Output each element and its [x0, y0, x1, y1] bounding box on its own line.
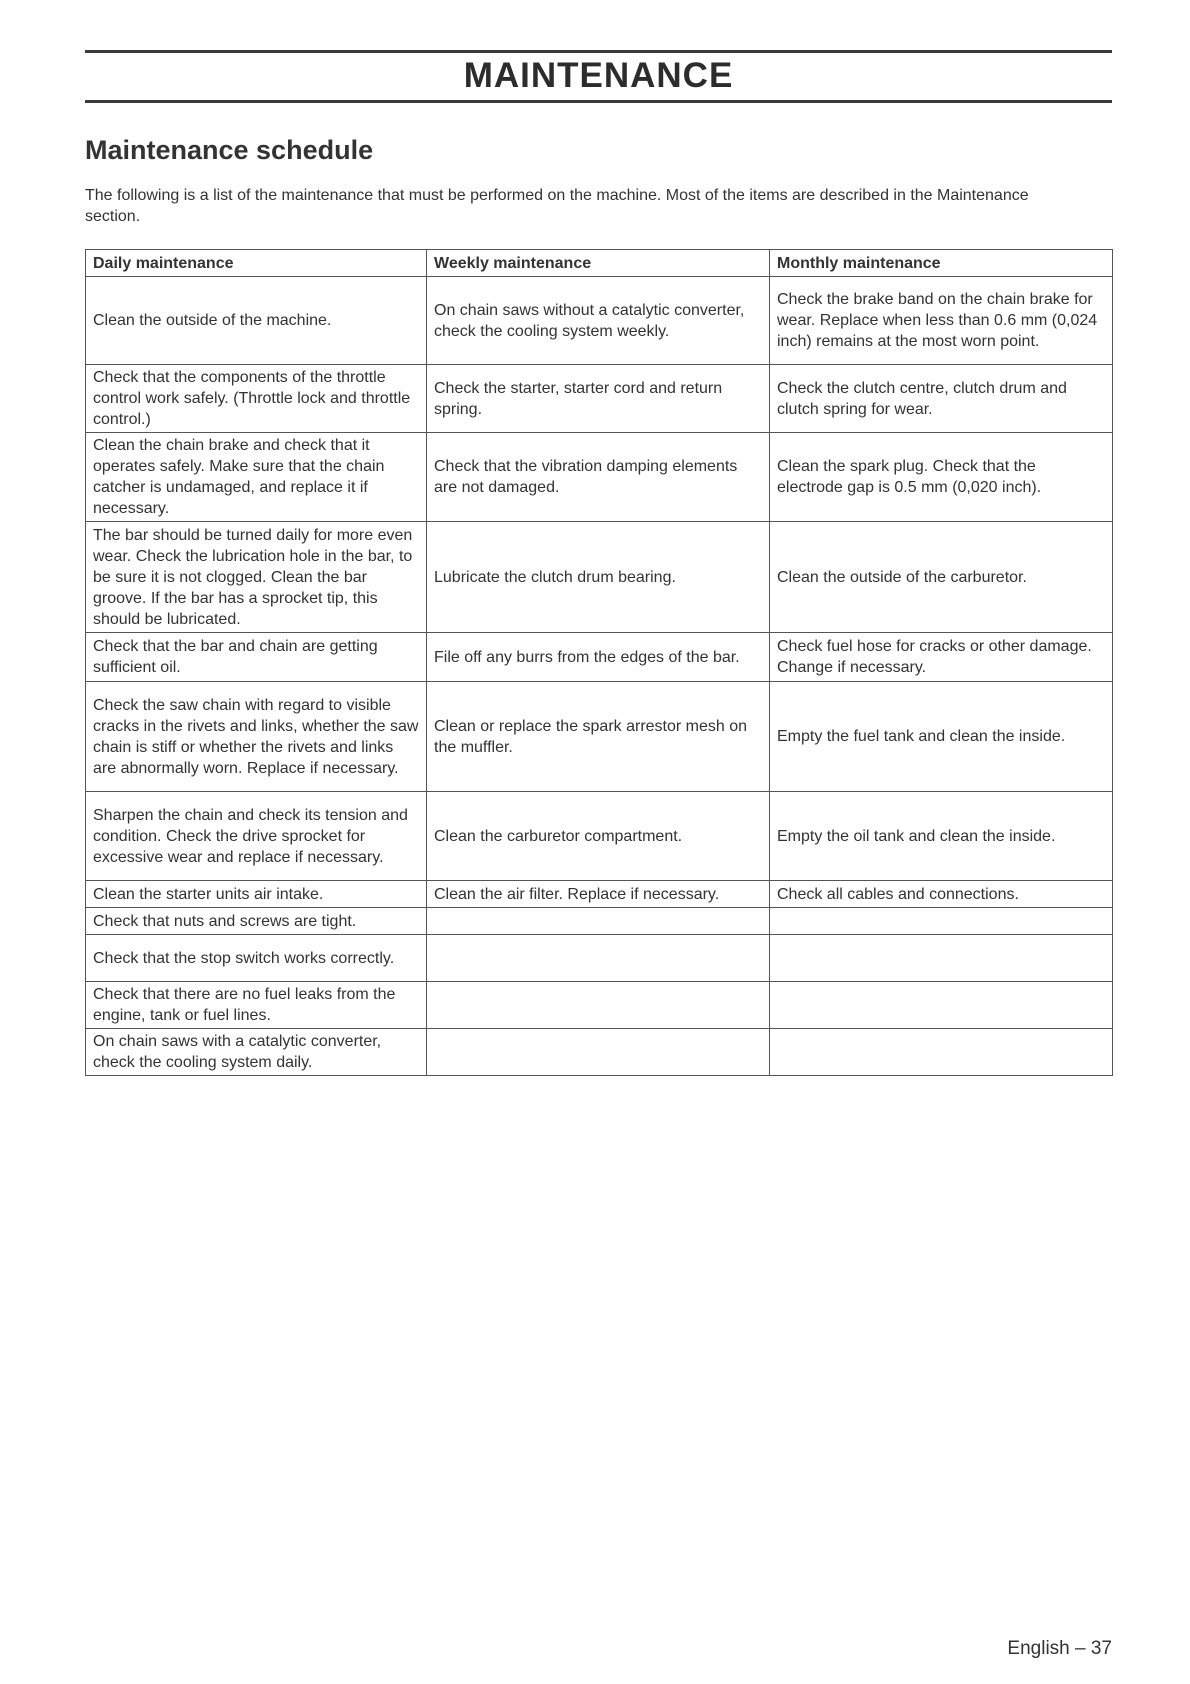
table-row: [86, 682, 1113, 792]
weekly-cell: File off any burrs from the edges of the bar.: [427, 633, 770, 682]
table-row: [86, 277, 1113, 365]
table-row: [86, 1029, 1113, 1076]
daily-cell: Clean the starter units air intake.: [86, 881, 427, 908]
table-row: [86, 365, 1113, 433]
monthly-cell: [770, 908, 1113, 935]
weekly-cell: Check that the vibration damping elements are not damaged.: [427, 433, 770, 522]
monthly-cell: Empty the oil tank and clean the inside.: [770, 792, 1113, 881]
weekly-cell: Clean the carburetor compartment.: [427, 792, 770, 881]
column-header-daily: Daily maintenance: [86, 250, 427, 277]
daily-cell: The bar should be turned daily for more even wear. Check the lubrication hole in the bar, to be sure it is not clogged. Clean the bar groove. If the bar has a sprocket tip, this should be lubricated.: [86, 522, 427, 633]
daily-cell: Check that the components of the throttle control work safely. (Throttle lock and throttle control.): [86, 365, 427, 433]
table-header-row: [86, 250, 1113, 277]
monthly-cell: Empty the fuel tank and clean the inside.: [770, 682, 1113, 792]
daily-cell: On chain saws with a catalytic converter, check the cooling system daily.: [86, 1029, 427, 1076]
banner-top-rule: [85, 50, 1112, 53]
daily-cell: Check the saw chain with regard to visible cracks in the rivets and links, whether the saw chain is stiff or whether the rivets and links are abnormally worn. Replace if necessary.: [86, 682, 427, 792]
table-row: [86, 522, 1113, 633]
table-row: [86, 935, 1113, 982]
monthly-cell: Check fuel hose for cracks or other damage. Change if necessary.: [770, 633, 1113, 682]
table-row: [86, 633, 1113, 682]
weekly-cell: On chain saws without a catalytic converter, check the cooling system weekly.: [427, 277, 770, 365]
daily-cell: Clean the outside of the machine.: [86, 277, 427, 365]
table-row: [86, 881, 1113, 908]
table-row: [86, 433, 1113, 522]
weekly-cell: [427, 1029, 770, 1076]
monthly-cell: Check the brake band on the chain brake for wear. Replace when less than 0.6 mm (0,024 inch) remains at the most worn point.: [770, 277, 1113, 365]
table-row: [86, 982, 1113, 1029]
weekly-cell: Check the starter, starter cord and return spring.: [427, 365, 770, 433]
maintenance-schedule-table: [85, 249, 1113, 1076]
monthly-cell: [770, 935, 1113, 982]
table-row: [86, 908, 1113, 935]
banner-bottom-rule: [85, 100, 1112, 103]
weekly-cell: [427, 935, 770, 982]
weekly-cell: [427, 908, 770, 935]
daily-cell: Check that nuts and screws are tight.: [86, 908, 427, 935]
daily-cell: Clean the chain brake and check that it operates safely. Make sure that the chain catcher is undamaged, and replace it if necessary.: [86, 433, 427, 522]
monthly-cell: Clean the spark plug. Check that the electrode gap is 0.5 mm (0,020 inch).: [770, 433, 1113, 522]
column-header-monthly: Monthly maintenance: [770, 250, 1113, 277]
column-header-weekly: Weekly maintenance: [427, 250, 770, 277]
page-banner: [85, 50, 1112, 103]
weekly-cell: Lubricate the clutch drum bearing.: [427, 522, 770, 633]
table-row: [86, 792, 1113, 881]
monthly-cell: [770, 982, 1113, 1029]
intro-paragraph: The following is a list of the maintenance that must be performed on the machine. Most of the items are described in the Maintenance section.: [85, 187, 1029, 225]
daily-cell: Check that the bar and chain are getting sufficient oil.: [86, 633, 427, 682]
daily-cell: Check that the stop switch works correctly.: [86, 935, 427, 982]
monthly-cell: Clean the outside of the carburetor.: [770, 522, 1113, 633]
monthly-cell: [770, 1029, 1113, 1076]
banner-title: MAINTENANCE: [463, 56, 734, 95]
weekly-cell: [427, 982, 770, 1029]
monthly-cell: Check the clutch centre, clutch drum and clutch spring for wear.: [770, 365, 1113, 433]
section-title: Maintenance schedule: [85, 135, 374, 165]
daily-cell: Sharpen the chain and check its tension and condition. Check the drive sprocket for excessive wear and replace if necessary.: [86, 792, 427, 881]
daily-cell: Check that there are no fuel leaks from the engine, tank or fuel lines.: [86, 982, 427, 1029]
weekly-cell: Clean or replace the spark arrestor mesh on the muffler.: [427, 682, 770, 792]
page-number: English – 37: [1007, 1638, 1112, 1659]
monthly-cell: Check all cables and connections.: [770, 881, 1113, 908]
weekly-cell: Clean the air filter. Replace if necessary.: [427, 881, 770, 908]
